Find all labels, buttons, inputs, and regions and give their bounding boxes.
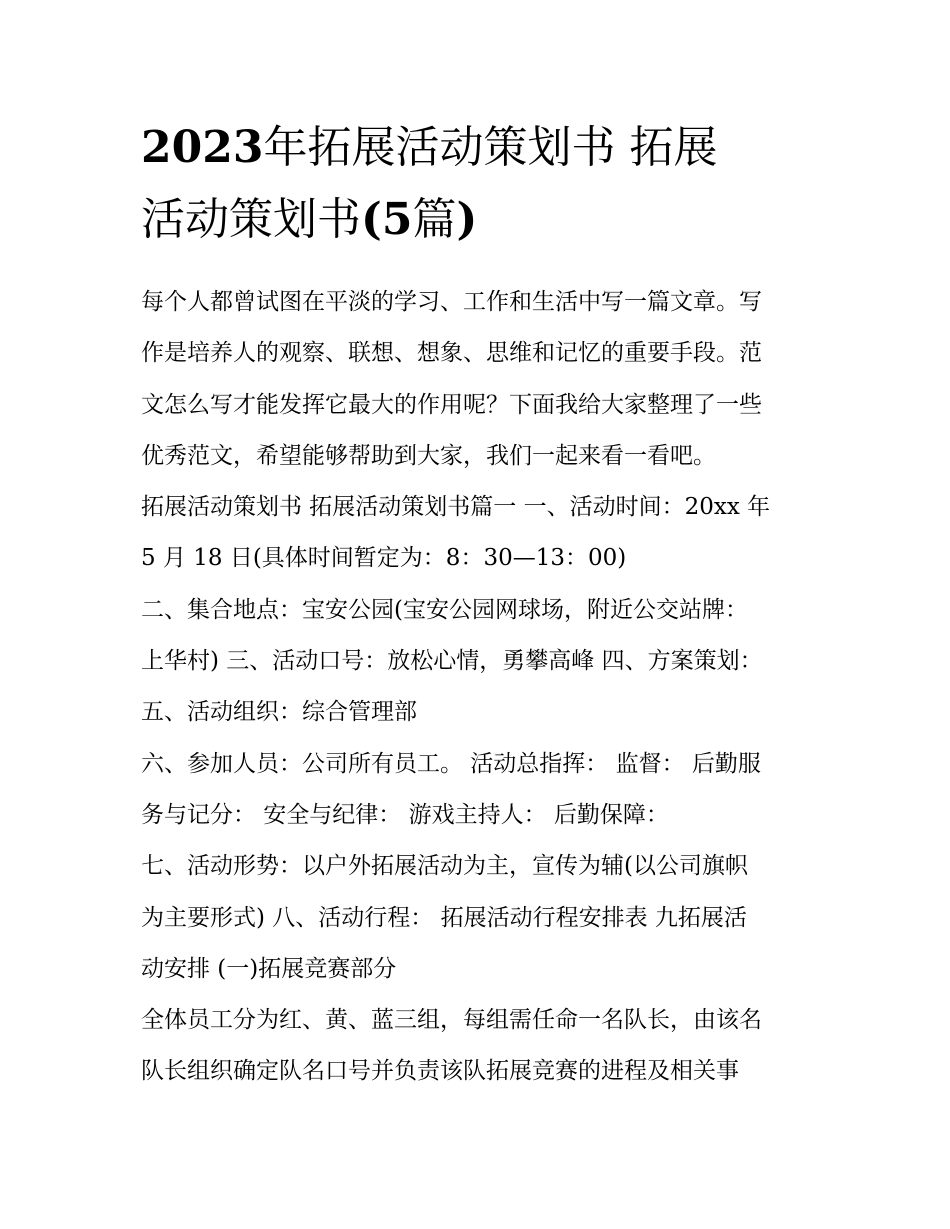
body-line-4: 优秀范文，希望能够帮助到大家，我们一起来看一看吧。 xyxy=(141,442,716,469)
title-count-close: ) xyxy=(456,194,478,245)
document-title xyxy=(141,112,821,256)
body-line-10: 六、参加人员：公司所有员工。 活动总指挥： 监督： 后勤服 xyxy=(141,750,761,777)
body-line-9: 五、活动组织：综合管理部 xyxy=(141,699,417,726)
body-line-12: 七、活动形势：以户外拓展活动为主，宣传为辅(以公司旗帜 xyxy=(141,853,748,880)
body-line-1: 每个人都曾试图在平淡的学习、工作和生活中写一篇文章。写 xyxy=(141,289,762,315)
body-line-13: 为主要形式) 八、活动行程： 拓展活动行程安排表 九拓展活 xyxy=(141,904,747,931)
body-line-5: 拓展活动策划书 拓展活动策划书篇一 一、活动时间：20xx 年 xyxy=(141,494,771,521)
body-line-3: 文怎么写才能发挥它最大的作用呢？下面我给大家整理了一些 xyxy=(141,391,762,418)
title-line-2 xyxy=(141,184,821,256)
body-line-15: 全体员工分为红、黄、蓝三组，每组需任命一名队长，由该名 xyxy=(141,1007,762,1034)
body-line-8: 上华村) 三、活动口号：放松心情，勇攀高峰 四、方案策划： xyxy=(141,648,763,675)
body-line-14: 动安排 (一)拓展竞赛部分 xyxy=(141,955,397,982)
title-text-1: 年拓展活动策划书 拓展 xyxy=(263,122,718,173)
title-year: 2023 xyxy=(141,122,264,173)
document-body xyxy=(141,277,821,1098)
title-text-2: 活动策划书 xyxy=(141,194,361,245)
body-line-6: 5 月 18 日(具体时间暂定为：8：30—13：00) xyxy=(141,545,627,572)
title-count-open: (5 xyxy=(361,194,413,245)
body-line-2: 作是培养人的观察、联想、想象、思维和记忆的重要手段。范 xyxy=(141,340,762,367)
body-line-16: 队长组织确定队名口号并负责该队拓展竞赛的进程及相关事 xyxy=(141,1058,739,1085)
body-line-7: 二、集合地点：宝安公园(宝安公园网球场，附近公交站牌： xyxy=(141,596,748,623)
title-line-1 xyxy=(141,112,821,184)
title-text-3: 篇 xyxy=(412,194,457,245)
body-line-11: 务与记分： 安全与纪律： 游戏主持人： 后勤保障： xyxy=(141,801,669,828)
